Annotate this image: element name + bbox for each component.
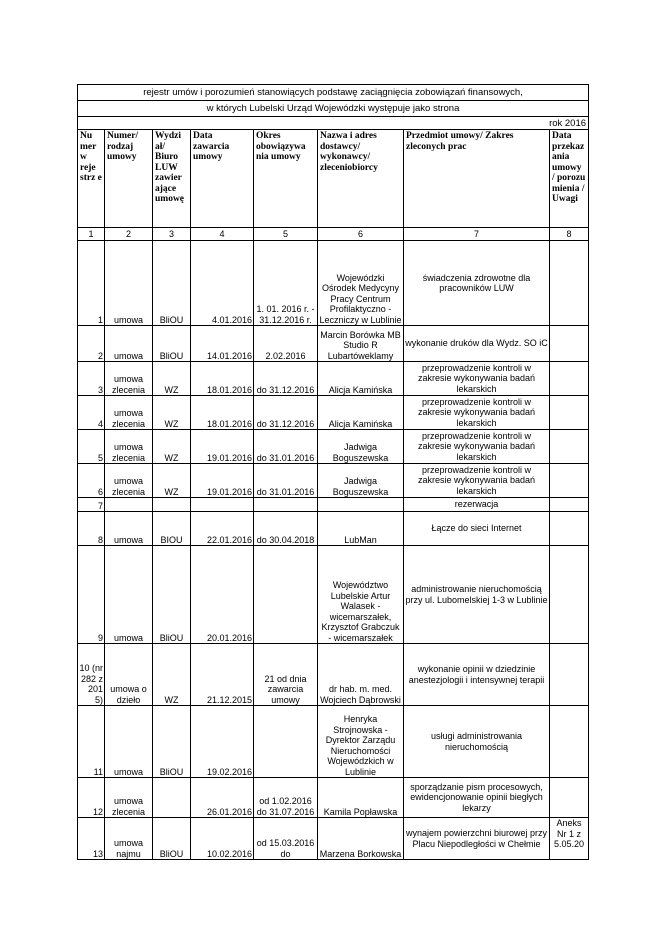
table-row xyxy=(78,546,589,644)
notes xyxy=(550,362,589,396)
contract-date: 19.01.2016 xyxy=(191,430,254,464)
notes xyxy=(550,498,589,512)
table-row xyxy=(78,818,589,860)
header-cell: Okres obowiązywa nia umowy xyxy=(254,130,318,228)
contract-date: 19.02.2016 xyxy=(191,706,254,778)
contract-date: 19.01.2016 xyxy=(191,464,254,498)
column-number: 7 xyxy=(404,228,550,241)
entry-number: 13 xyxy=(78,818,105,860)
department: WZ xyxy=(153,430,191,464)
table-row xyxy=(78,706,589,778)
contractor-name xyxy=(318,498,404,512)
contractor-name: Alicja Kamińska xyxy=(318,396,404,430)
department: WZ xyxy=(153,464,191,498)
entry-number: 6 xyxy=(78,464,105,498)
department: BliOU xyxy=(153,706,191,778)
contract-date: 14.01.2016 xyxy=(191,326,254,362)
department xyxy=(153,498,191,512)
contract-type: umowa najmu xyxy=(105,818,153,860)
contractor-name: Henryka Strojnowska - Dyrektor Zarządu Nieruchomości Wojewódzkich w Lublinie xyxy=(318,706,404,778)
contract-type: umowa o dzieło xyxy=(105,644,153,706)
entry-number: 5 xyxy=(78,430,105,464)
contract-subject: przeprowadzenie kontroli w zakresie wykonywania badań lekarskich xyxy=(404,464,550,498)
contract-date: 18.01.2016 xyxy=(191,396,254,430)
contract-type: umowa xyxy=(105,706,153,778)
column-number: 3 xyxy=(153,228,191,241)
header-cell: Numer/ rodzaj umowy xyxy=(105,130,153,228)
year-label: rok 2016 xyxy=(78,117,589,130)
contract-type: umowa xyxy=(105,241,153,326)
notes: Aneks Nr 1 z 5.05.20 xyxy=(550,818,589,860)
department: BliOU xyxy=(153,818,191,860)
validity-period: 21 od dnia zawarcia umowy xyxy=(254,644,318,706)
contract-subject: przeprowadzenie kontroli w zakresie wykonywania badań lekarskich xyxy=(404,430,550,464)
department: BIOU xyxy=(153,512,191,546)
department: WZ xyxy=(153,362,191,396)
column-number: 5 xyxy=(254,228,318,241)
column-number: 2 xyxy=(105,228,153,241)
notes xyxy=(550,512,589,546)
department: WZ xyxy=(153,644,191,706)
validity-period xyxy=(254,706,318,778)
department: WZ xyxy=(153,396,191,430)
table-row xyxy=(78,778,589,818)
department xyxy=(153,778,191,818)
contractor-name: LubMan xyxy=(318,512,404,546)
notes xyxy=(550,326,589,362)
validity-period: do 30.04.2018 xyxy=(254,512,318,546)
header-cell: Data przekaz ania umowy / porozu mienia / Uwagi xyxy=(550,130,589,228)
table-row xyxy=(78,498,589,512)
entry-number: 4 xyxy=(78,396,105,430)
validity-period: do 31.01.2016 xyxy=(254,430,318,464)
contract-subject: sporządzanie pism procesowych, ewidencjonowanie opinii biegłych lekarzy xyxy=(404,778,550,818)
contract-type xyxy=(105,498,153,512)
entry-number: 8 xyxy=(78,512,105,546)
validity-period: od 15.03.2016 do xyxy=(254,818,318,860)
table-row xyxy=(78,396,589,430)
header-cell: Przedmiot umowy/ Zakres zleconych prac xyxy=(404,130,550,228)
contract-date: 18.01.2016 xyxy=(191,362,254,396)
notes xyxy=(550,546,589,644)
contract-type: umowa zlecenia xyxy=(105,464,153,498)
notes xyxy=(550,241,589,326)
contract-date xyxy=(191,498,254,512)
table-row xyxy=(78,362,589,396)
title-line-2: w których Lubelski Urząd Wojewódzki występuje jako strona xyxy=(78,101,589,117)
contractor-name: Marzena Borkowska xyxy=(318,818,404,860)
contractor-name: Alicja Kamińska xyxy=(318,362,404,396)
department: BliOU xyxy=(153,546,191,644)
column-number: 6 xyxy=(318,228,404,241)
notes xyxy=(550,464,589,498)
notes xyxy=(550,778,589,818)
contract-type: umowa zlecenia xyxy=(105,396,153,430)
validity-period: do 31.12.2016 xyxy=(254,396,318,430)
contract-subject: administrowanie nieruchomością przy ul. Lubomelskiej 1-3 w Lublinie xyxy=(404,546,550,644)
contract-type: umowa xyxy=(105,512,153,546)
table-row xyxy=(78,241,589,326)
contract-type: umowa zlecenia xyxy=(105,430,153,464)
contract-subject: wykonanie opinii w dziedzinie anestezjologii i intensywnej terapii xyxy=(404,644,550,706)
contract-date: 20.01.2016 xyxy=(191,546,254,644)
contract-type: umowa xyxy=(105,546,153,644)
notes xyxy=(550,396,589,430)
table-row xyxy=(78,464,589,498)
notes xyxy=(550,706,589,778)
contract-date: 21.12.2015 xyxy=(191,644,254,706)
entry-number: 9 xyxy=(78,546,105,644)
register-table xyxy=(77,84,589,860)
contract-type: umowa zlecenia xyxy=(105,778,153,818)
header-cell: Nazwa i adres dostawcy/ wykonawcy/ zleceniobiorcy xyxy=(318,130,404,228)
notes xyxy=(550,430,589,464)
contract-subject: usługi administrowania nieruchomością xyxy=(404,706,550,778)
header-cell: Wydzi ał/ Biuro LUW zawier ające umowę xyxy=(153,130,191,228)
contract-subject: wykonanie druków dla Wydz. SO iC xyxy=(404,326,550,362)
validity-period xyxy=(254,546,318,644)
column-number-row xyxy=(78,228,589,241)
entry-number: 10 (nr 282 z 201 5) xyxy=(78,644,105,706)
contract-type: umowa xyxy=(105,326,153,362)
table-row xyxy=(78,512,589,546)
column-number: 8 xyxy=(550,228,589,241)
table-row xyxy=(78,430,589,464)
validity-period: 1. 01. 2016 r. - 31.12.2016 r. xyxy=(254,241,318,326)
contract-type: umowa zlecenia xyxy=(105,362,153,396)
contract-date: 10.02.2016 xyxy=(191,818,254,860)
column-number: 1 xyxy=(78,228,105,241)
contract-date: 22.01.2016 xyxy=(191,512,254,546)
contractor-name: Województwo Lubelskie Artur Walasek - wicemarszałek, Krzysztof Grabczuk - wicemarszałek xyxy=(318,546,404,644)
table-row xyxy=(78,644,589,706)
contract-subject: Łącze do sieci Internet xyxy=(404,512,550,546)
contractor-name: Jadwiga Boguszewska xyxy=(318,430,404,464)
entry-number: 11 xyxy=(78,706,105,778)
contractor-name: Marcin Borówka MB Studio R Lubartóweklamy xyxy=(318,326,404,362)
title-line-1: rejestr umów i porozumień stanowiących podstawę zaciągnięcia zobowiązań finansowych, xyxy=(78,85,589,101)
entry-number: 12 xyxy=(78,778,105,818)
contractor-name: dr hab. m. med. Wojciech Dąbrowski xyxy=(318,644,404,706)
validity-period: do 31.01.2016 xyxy=(254,464,318,498)
contract-date: 26.01.2016 xyxy=(191,778,254,818)
contract-subject: przeprowadzenie kontroli w zakresie wykonywania badań lekarskich xyxy=(404,396,550,430)
contract-subject: wynajem powierzchni biurowej przy Placu Niepodległości w Chełmie xyxy=(404,818,550,860)
validity-period: do 31.12.2016 xyxy=(254,362,318,396)
register-document xyxy=(77,84,588,860)
notes xyxy=(550,644,589,706)
contract-subject: rezerwacja xyxy=(404,498,550,512)
contract-date: 4.01.2016 xyxy=(191,241,254,326)
contractor-name: Jadwiga Boguszewska xyxy=(318,464,404,498)
department: BliOU xyxy=(153,326,191,362)
entry-number: 3 xyxy=(78,362,105,396)
contractor-name: Wojewódzki Ośrodek Medycyny Pracy Centrum Profilaktyczno - Leczniczy w Lublinie xyxy=(318,241,404,326)
header-row xyxy=(78,130,589,228)
department: BliOU xyxy=(153,241,191,326)
header-cell: Nu mer w reje strz e xyxy=(78,130,105,228)
table-row xyxy=(78,326,589,362)
contract-subject: świadczenia zdrowotne dla pracowników LUW xyxy=(404,241,550,326)
entry-number: 1 xyxy=(78,241,105,326)
contractor-name: Kamila Popławska xyxy=(318,778,404,818)
validity-period: od 1.02.2016 do 31.07.2016 xyxy=(254,778,318,818)
column-number: 4 xyxy=(191,228,254,241)
contract-subject: przeprowadzenie kontroli w zakresie wykonywania badań lekarskich xyxy=(404,362,550,396)
entry-number: 7 xyxy=(78,498,105,512)
validity-period xyxy=(254,498,318,512)
validity-period: 2.02.2016 xyxy=(254,326,318,362)
header-cell: Data zawarcia umowy xyxy=(191,130,254,228)
entry-number: 2 xyxy=(78,326,105,362)
